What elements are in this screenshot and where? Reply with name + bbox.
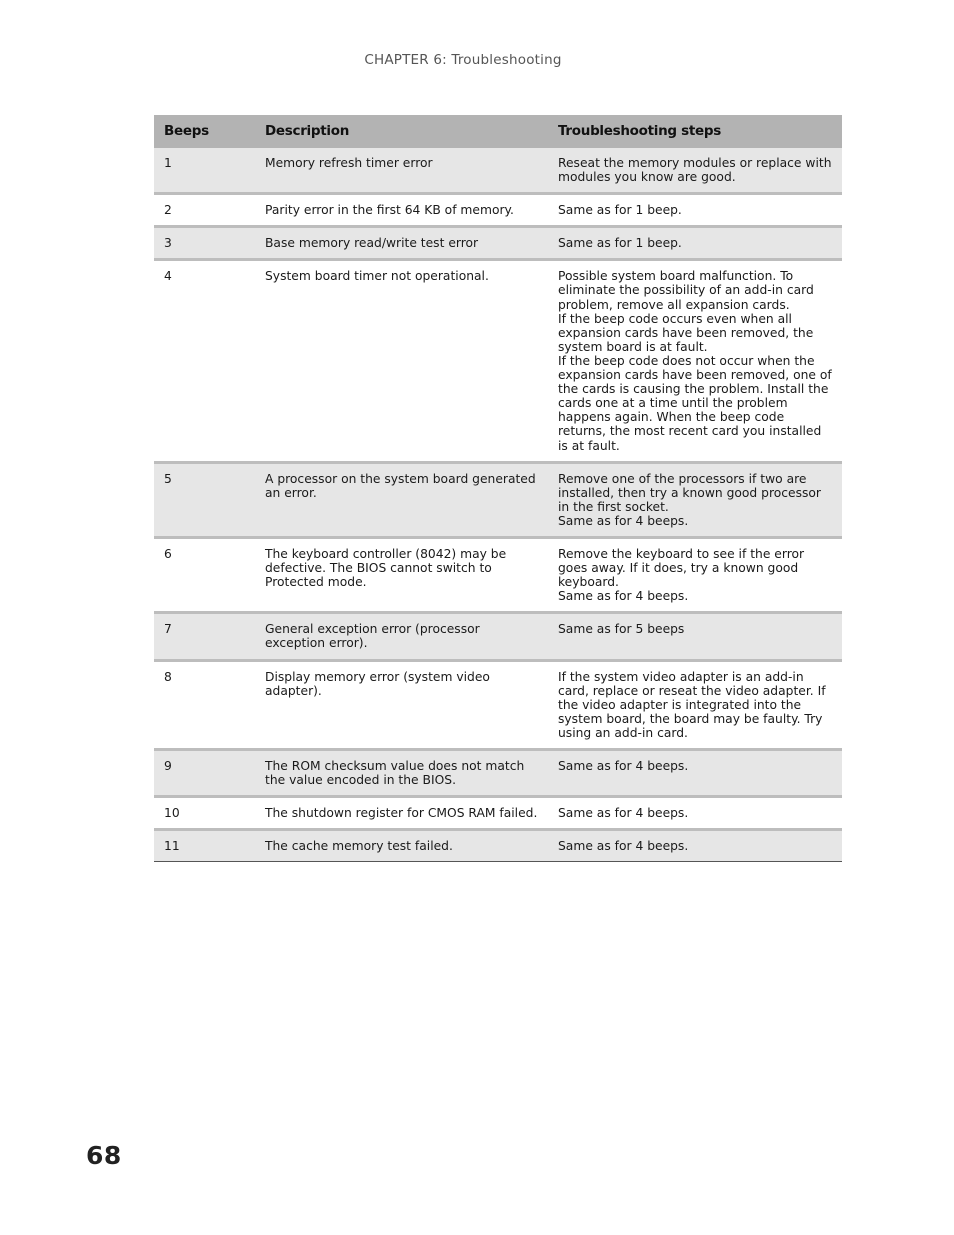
table-row <box>154 537 842 612</box>
description-cell: The cache memory test failed. <box>255 830 548 862</box>
table-row <box>154 148 842 194</box>
steps-cell <box>548 660 842 749</box>
table-row <box>154 227 842 260</box>
beeps-cell: 2 <box>154 194 255 227</box>
steps-text: Same as for 4 beeps. <box>558 513 689 528</box>
steps-text: Remove one of the processors if two are installed, then try a known good processor in the first socket. <box>558 471 821 514</box>
beeps-cell: 7 <box>154 613 255 660</box>
steps-text: Reseat the memory modules or replace with modules you know are good. <box>558 156 832 185</box>
beeps-cell: 4 <box>154 260 255 462</box>
steps-text: If the beep code does not occur when the expansion cards have been removed, one of the cards is causing the problem. Install the cards one at a time until the problem happens again. When the beep code returns, the most recent card you installed is at fault. <box>558 353 832 453</box>
table-row <box>154 797 842 830</box>
steps-text: Possible system board malfunction. To eliminate the possibility of an add-in card problem, remove all expansion cards. <box>558 269 814 312</box>
steps-text: Same as for 4 beeps. <box>558 806 689 821</box>
steps-cell <box>548 830 842 862</box>
steps-cell <box>548 227 842 260</box>
page-number: 68 <box>86 1141 122 1170</box>
steps-cell <box>548 750 842 797</box>
beeps-cell: 9 <box>154 750 255 797</box>
description-cell: General exception error (processor exception error). <box>255 613 548 660</box>
steps-text: Same as for 4 beeps. <box>558 589 689 604</box>
steps-cell <box>548 797 842 830</box>
steps-text: If the system video adapter is an add-in card, replace or reseat the video adapter. If the video adapter is integrated into the system board, the board may be faulty. Try using an add-in card. <box>558 669 826 740</box>
table-row <box>154 613 842 660</box>
column-header-troubleshooting-steps: Troubleshooting steps <box>548 115 842 148</box>
column-header-beeps: Beeps <box>154 115 255 148</box>
steps-text: Remove the keyboard to see if the error goes away. If it does, try a known good keyboard. <box>558 546 805 590</box>
steps-cell <box>548 260 842 462</box>
description-cell: System board timer not operational. <box>255 260 548 462</box>
steps-text: Same as for 1 beep. <box>558 203 682 218</box>
beeps-cell: 11 <box>154 830 255 862</box>
description-cell: The shutdown register for CMOS RAM failed. <box>255 797 548 830</box>
description-cell: The ROM checksum value does not match the value encoded in the BIOS. <box>255 750 548 797</box>
steps-text: Same as for 5 beeps <box>558 622 685 637</box>
beeps-cell: 10 <box>154 797 255 830</box>
steps-cell <box>548 462 842 537</box>
steps-text: If the beep code occurs even when all expansion cards have been removed, the system board is at fault. <box>558 311 814 354</box>
steps-text: Same as for 1 beep. <box>558 236 682 251</box>
steps-text: Same as for 4 beeps. <box>558 759 689 773</box>
steps-text: Same as for 4 beeps. <box>558 839 689 854</box>
table-row <box>154 194 842 227</box>
chapter-header: CHAPTER 6: Troubleshooting <box>364 52 562 68</box>
column-header-description: Description <box>255 115 548 148</box>
steps-cell <box>548 537 842 612</box>
description-cell: Base memory read/write test error <box>255 227 548 260</box>
table-row <box>154 462 842 537</box>
beeps-cell: 8 <box>154 660 255 749</box>
steps-cell <box>548 613 842 660</box>
steps-cell <box>548 148 842 194</box>
description-cell: Display memory error (system video adapter). <box>255 660 548 749</box>
description-cell: Parity error in the first 64 KB of memory. <box>255 194 548 227</box>
table-row <box>154 830 842 862</box>
description-cell: The keyboard controller (8042) may be defective. The BIOS cannot switch to Protected mode. <box>255 537 548 612</box>
description-cell: A processor on the system board generated an error. <box>255 462 548 537</box>
table-header-row <box>154 115 842 148</box>
steps-cell <box>548 194 842 227</box>
table-body <box>154 148 842 862</box>
beeps-cell: 6 <box>154 537 255 612</box>
beeps-cell: 5 <box>154 462 255 537</box>
description-cell: Memory refresh timer error <box>255 148 548 194</box>
table-row <box>154 660 842 749</box>
beep-code-table <box>154 115 842 862</box>
table-row <box>154 260 842 462</box>
beeps-cell: 3 <box>154 227 255 260</box>
table-row <box>154 750 842 797</box>
beeps-cell: 1 <box>154 148 255 194</box>
